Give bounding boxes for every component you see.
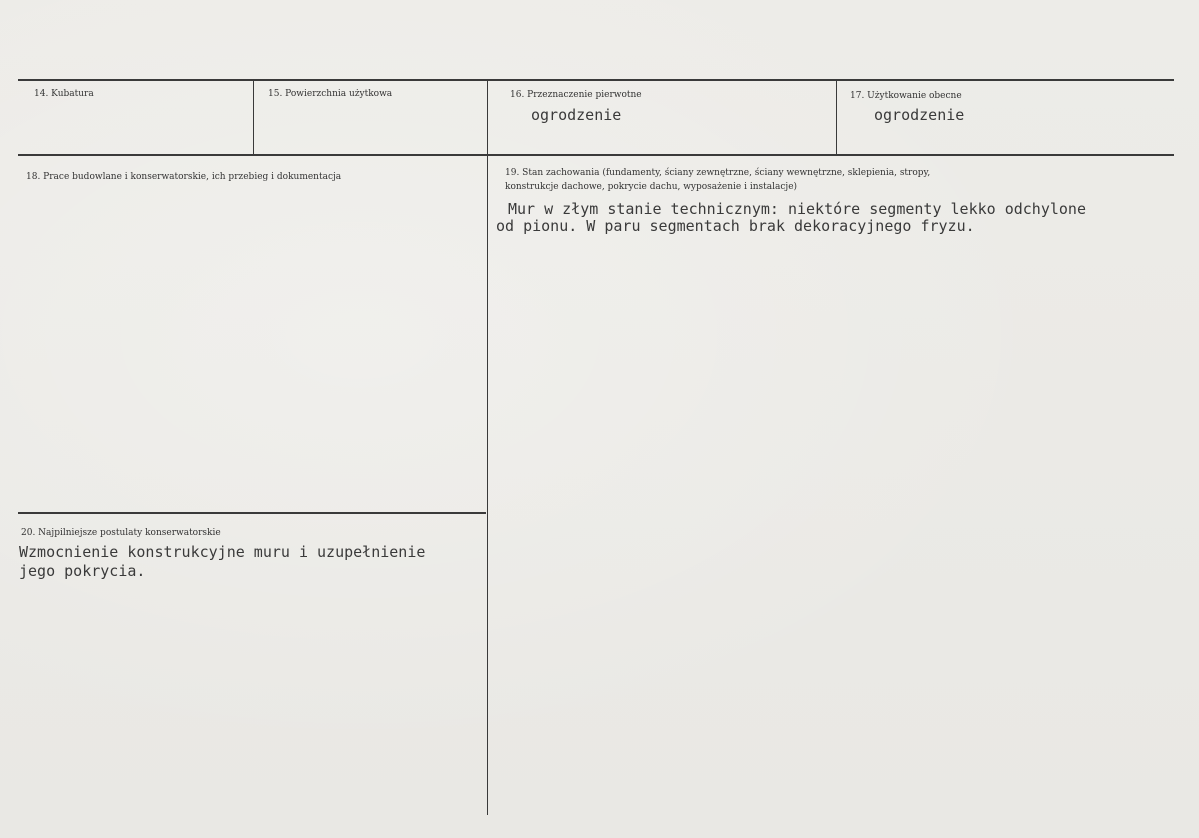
divider-15-16 — [487, 80, 488, 815]
field-najpilniejsze-postulaty-value-line2: jego pokrycia. — [19, 562, 146, 580]
field-prace-budowlane-label: 18. Prace budowlane i konserwatorskie, ich przebieg i dokumentacja — [26, 172, 342, 182]
field-stan-zachowania-label-line2: konstrukcje dachowe, pokrycie dachu, wyposażenie i instalacje) — [505, 182, 798, 192]
field-uzytkowanie-obecne-value: ogrodzenie — [874, 106, 965, 124]
field-kubatura-label: 14. Kubatura — [34, 89, 94, 99]
divider-16-17 — [836, 80, 837, 155]
field-stan-zachowania-value-line2: od pionu. W paru segmentach brak dekoracyjnego fryzu. — [496, 217, 975, 235]
left-column-divider-rule — [18, 512, 486, 514]
field-powierzchnia-uzytkowa-label: 15. Powierzchnia użytkowa — [268, 89, 393, 99]
field-stan-zachowania-label-line1: 19. Stan zachowania (fundamenty, ściany zewnętrzne, ściany wewnętrzne, sklepienia, stropy, — [505, 168, 931, 178]
top-rule — [18, 79, 1174, 81]
field-uzytkowanie-obecne-label: 17. Użytkowanie obecne — [850, 91, 962, 101]
field-przeznaczenie-pierwotne-label: 16. Przeznaczenie pierwotne — [510, 90, 642, 100]
row-divider-rule — [18, 154, 1174, 156]
divider-14-15 — [253, 80, 254, 155]
field-najpilniejsze-postulaty-value-line1: Wzmocnienie konstrukcyjne muru i uzupełnienie — [19, 543, 426, 561]
field-stan-zachowania-value-line1: Mur w złym stanie technicznym: niektóre segmenty lekko odchylone — [508, 200, 1086, 218]
field-przeznaczenie-pierwotne-value: ogrodzenie — [531, 106, 622, 124]
field-najpilniejsze-postulaty-label: 20. Najpilniejsze postulaty konserwatorskie — [21, 528, 221, 538]
